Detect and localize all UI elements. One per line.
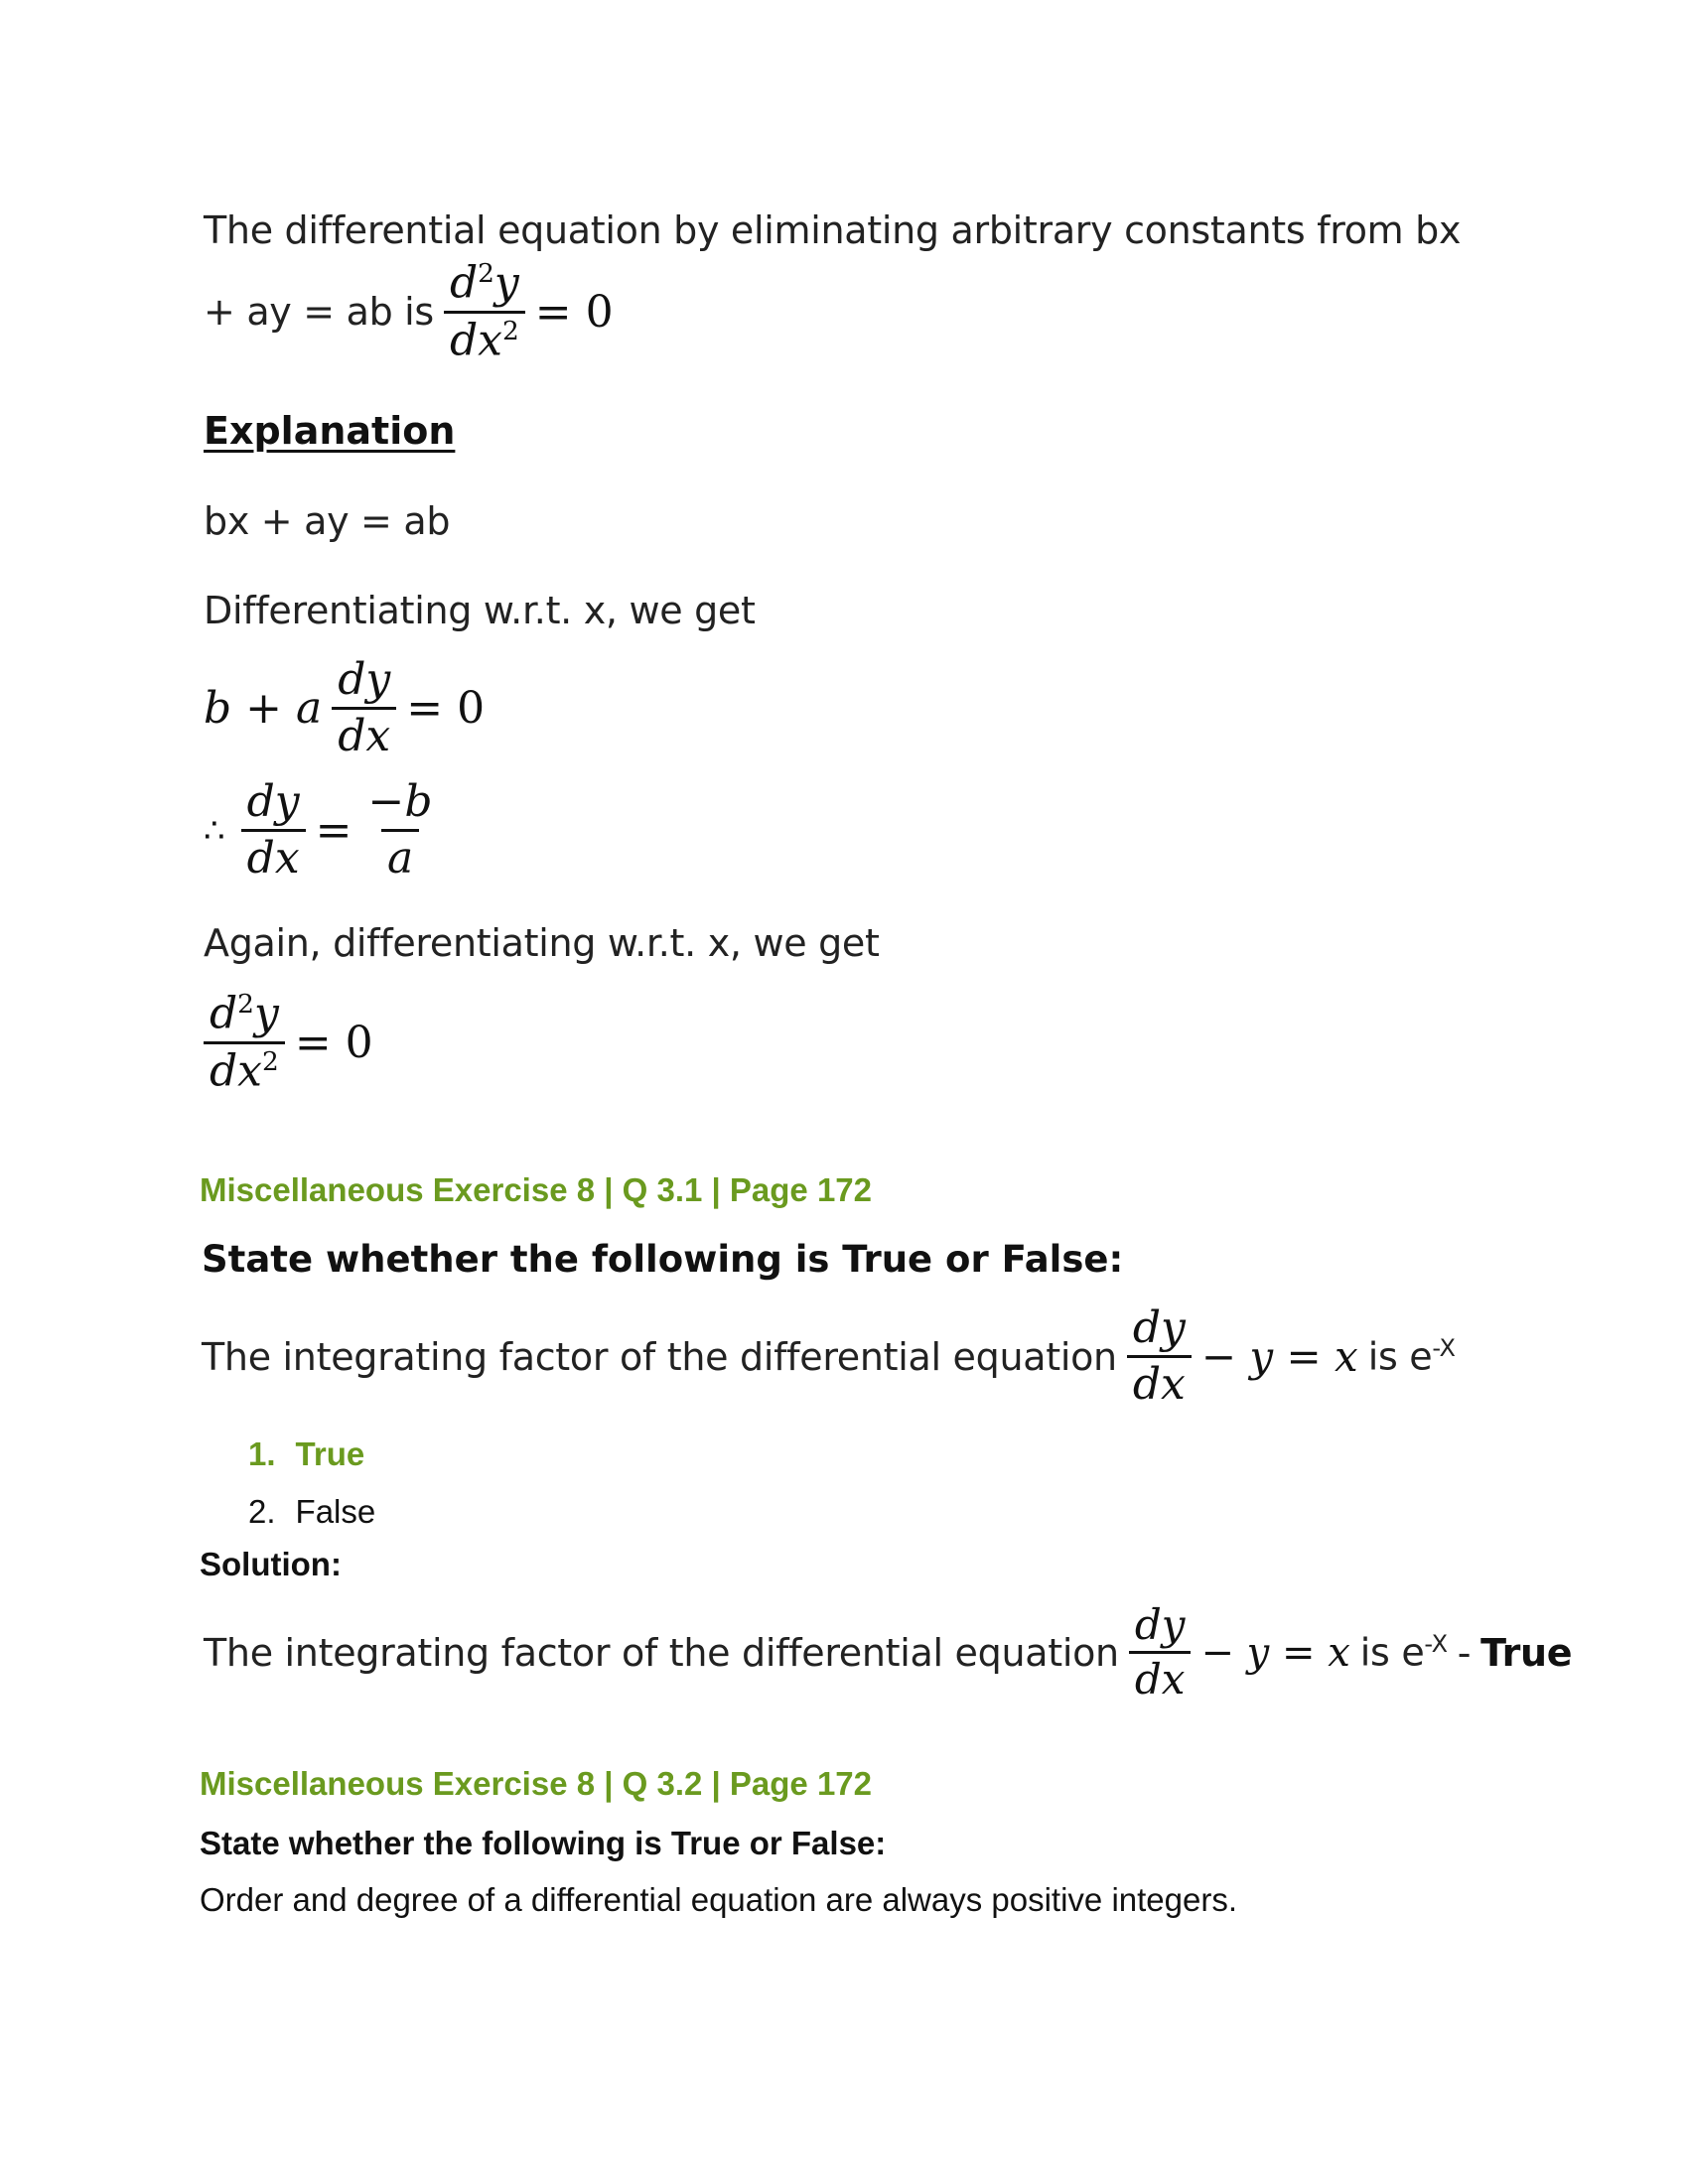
explanation-eq-4 [204, 988, 373, 1097]
second-derivative-fraction: $\frac{d^2y}{dx^2}$ [204, 991, 285, 1095]
explanation-eq-1: bx + ay = ab [204, 499, 451, 543]
eq2-rhs: = 0 [406, 683, 486, 735]
question-prompt-q3-2: State whether the following is True or False: [200, 1825, 887, 1861]
exercise-header-q3-2[interactable]: Miscellaneous Exercise 8 | Q 3.2 | Page 172 [200, 1765, 873, 1802]
dy-dx-fraction: $\frac{dy}{dx}$ [332, 657, 396, 759]
intro-line-2-prefix: + ay = ab is [204, 290, 434, 335]
eq4-rhs: = 0 [294, 1017, 373, 1068]
intro-rhs: = 0 [534, 286, 614, 338]
option-label: True [295, 1435, 365, 1472]
solution-suffix: is $e^{-X}$ [1359, 1630, 1448, 1675]
explanation-heading: Explanation [204, 409, 456, 453]
option-number: 1. [248, 1435, 276, 1472]
dy-dx-fraction: $\frac{dy}{dx}$ [1129, 1603, 1192, 1702]
statement-prefix: The integrating factor of the differential equation [202, 1334, 1117, 1379]
solution-answer: True [1480, 1630, 1573, 1675]
eq2-lhs: b + a [204, 683, 323, 735]
option-label: False [295, 1493, 376, 1530]
question-statement-q3-1 [202, 1302, 1456, 1411]
solution-mid: − y = x [1200, 1629, 1350, 1676]
question-statement-q3-2: Order and degree of a differential equation are always positive integers. [200, 1881, 1238, 1918]
second-derivative-fraction: $\frac{d^2y}{dx^2}$ [444, 260, 525, 364]
intro-line-2 [204, 257, 614, 366]
therefore-symbol: ∴ [204, 810, 225, 851]
option-true[interactable] [248, 1426, 375, 1483]
explanation-eq-3 [204, 776, 449, 885]
statement-mid: − y = x [1200, 1332, 1358, 1382]
solution-statement-q3-1 [204, 1600, 1573, 1705]
solution-label: Solution: [200, 1546, 342, 1582]
intro-line-1: The differential equation by eliminating arbitrary constants from bx [204, 208, 1462, 252]
explanation-step-1: Differentiating w.r.t. x, we get [204, 589, 756, 632]
explanation-step-2: Again, differentiating w.r.t. x, we get [204, 921, 880, 965]
statement-suffix: is $e^{-X}$ [1367, 1334, 1456, 1380]
solution-prefix: The integrating factor of the differential equation [204, 1630, 1119, 1675]
exercise-header-q3-1[interactable]: Miscellaneous Exercise 8 | Q 3.1 | Page 172 [200, 1171, 873, 1208]
option-false[interactable] [248, 1483, 375, 1541]
eq3-equals: = [315, 805, 352, 857]
options-list [204, 1426, 375, 1541]
solution-dash: - [1457, 1630, 1472, 1675]
option-number: 2. [248, 1493, 276, 1530]
dy-dx-fraction: $\frac{dy}{dx}$ [1127, 1305, 1192, 1408]
explanation-eq-2 [204, 654, 486, 762]
question-prompt-q3-1: State whether the following is True or False: [202, 1238, 1124, 1281]
minus-b-over-a-fraction: $\frac{-b}{a}$ [367, 776, 433, 885]
dy-dx-fraction: $\frac{dy}{dx}$ [241, 779, 306, 882]
